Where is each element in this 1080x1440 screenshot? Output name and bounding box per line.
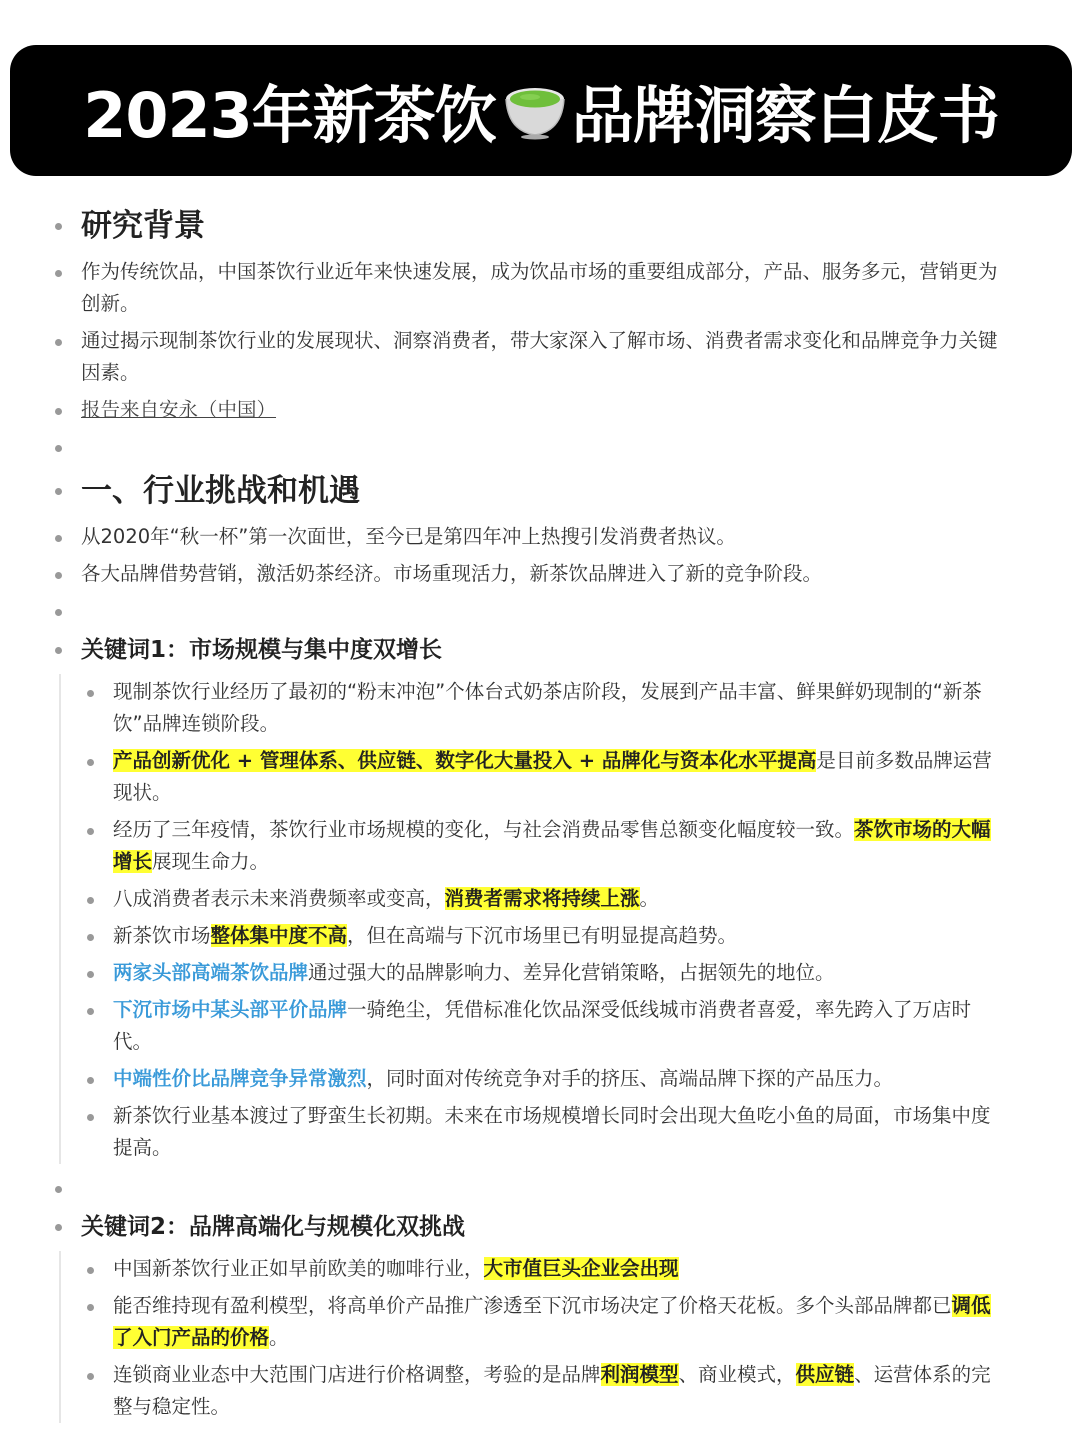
list-item: 现制茶饮行业经历了最初的“粉末冲泡”个体台式奶茶店阶段，发展到产品丰富、鲜果鲜奶现制的“新茶饮”品牌连锁阶段。	[61, 676, 1080, 740]
section1-heading: 一、行业挑战和机遇	[0, 469, 1080, 513]
list-item: 中国新茶饮行业正如早前欧美的咖啡行业，大市值巨头企业会出现	[61, 1253, 1080, 1285]
title-text-before: 2023年新茶饮	[83, 79, 496, 152]
keyword2-heading: 关键词2：品牌高端化与规模化双挑战	[0, 1209, 1080, 1245]
empty-list-item	[0, 431, 1080, 463]
highlight-text: 茶饮市场的大幅增长	[113, 818, 991, 873]
blue-emphasis: 下沉市场中某头部平价品牌	[113, 998, 348, 1021]
teacup-icon	[502, 81, 568, 141]
list-item: 通过揭示现制茶饮行业的发展现状、洞察消费者，带大家深入了解市场、消费者需求变化和品牌竞争力关键因素。	[0, 325, 1080, 389]
source-link[interactable]: 报告来自安永（中国）	[0, 394, 1080, 426]
title-banner	[10, 45, 1072, 176]
title-text-after: 品牌洞察白皮书	[571, 79, 999, 152]
list-item: 经历了三年疫情，茶饮行业市场规模的变化，与社会消费品零售总额变化幅度较一致。茶饮市场的大幅增长展现生命力。	[61, 814, 1080, 878]
list-item: 从2020年“秋一杯”第一次面世，至今已是第四年冲上热搜引发消费者热议。	[0, 521, 1080, 553]
list-item: 产品创新优化 + 管理体系、供应链、数字化大量投入 + 品牌化与资本化水平提高是目前多数品牌运营现状。	[61, 745, 1080, 809]
list-item: 中端性价比品牌竞争异常激烈，同时面对传统竞争对手的挤压、高端品牌下探的产品压力。	[61, 1063, 1080, 1095]
list-item: 作为传统饮品，中国茶饮行业近年来快速发展，成为饮品市场的重要组成部分，产品、服务多元，营销更为创新。	[0, 256, 1080, 320]
empty-list-item	[0, 1172, 1080, 1204]
list-item: 两家头部高端茶饮品牌通过强大的品牌影响力、差异化营销策略，占据领先的地位。	[61, 957, 1080, 989]
highlight-text: 大市值巨头企业会出现	[483, 1257, 679, 1280]
highlight-text: 供应链	[795, 1363, 855, 1386]
document-body	[0, 198, 1080, 1431]
highlight-text: 产品创新优化 + 管理体系、供应链、数字化大量投入 + 品牌化与资本化水平提高	[113, 749, 817, 772]
highlight-text: 利润模型	[600, 1363, 679, 1386]
list-item: 新茶饮市场整体集中度不高，但在高端与下沉市场里已有明显提高趋势。	[61, 920, 1080, 952]
list-item: 各大品牌借势营销，激活奶茶经济。市场重现活力，新茶饮品牌进入了新的竞争阶段。	[0, 558, 1080, 590]
keyword2-section	[59, 1251, 1080, 1423]
list-item: 能否维持现有盈利模型，将高单价产品推广渗透至下沉市场决定了价格天花板。多个头部品牌都已调低了入门产品的价格。	[61, 1290, 1080, 1354]
blue-emphasis: 两家头部高端茶饮品牌	[113, 961, 309, 984]
list-item: 新茶饮行业基本渡过了野蛮生长初期。未来在市场规模增长同时会出现大鱼吃小鱼的局面，市场集中度提高。	[61, 1100, 1080, 1164]
keyword1-heading: 关键词1：市场规模与集中度双增长	[0, 632, 1080, 668]
list-item: 连锁商业业态中大范围门店进行价格调整，考验的是品牌利润模型、商业模式，供应链、运营体系的完整与稳定性。	[61, 1359, 1080, 1423]
list-item: 下沉市场中某头部平价品牌一骑绝尘，凭借标准化饮品深受低线城市消费者喜爱，率先跨入了万店时代。	[61, 994, 1080, 1058]
highlight-text: 调低了入门产品的价格	[113, 1294, 991, 1349]
list-item: 八成消费者表示未来消费频率或变高，消费者需求将持续上涨。	[61, 883, 1080, 915]
highlight-text: 整体集中度不高	[210, 924, 348, 947]
blue-emphasis: 中端性价比品牌竞争异常激烈	[113, 1067, 367, 1090]
empty-list-item	[0, 595, 1080, 627]
keyword1-section	[59, 674, 1080, 1164]
page-title	[83, 66, 999, 155]
highlight-text: 消费者需求将持续上涨	[444, 887, 640, 910]
research-background-heading: 研究背景	[0, 204, 1080, 248]
